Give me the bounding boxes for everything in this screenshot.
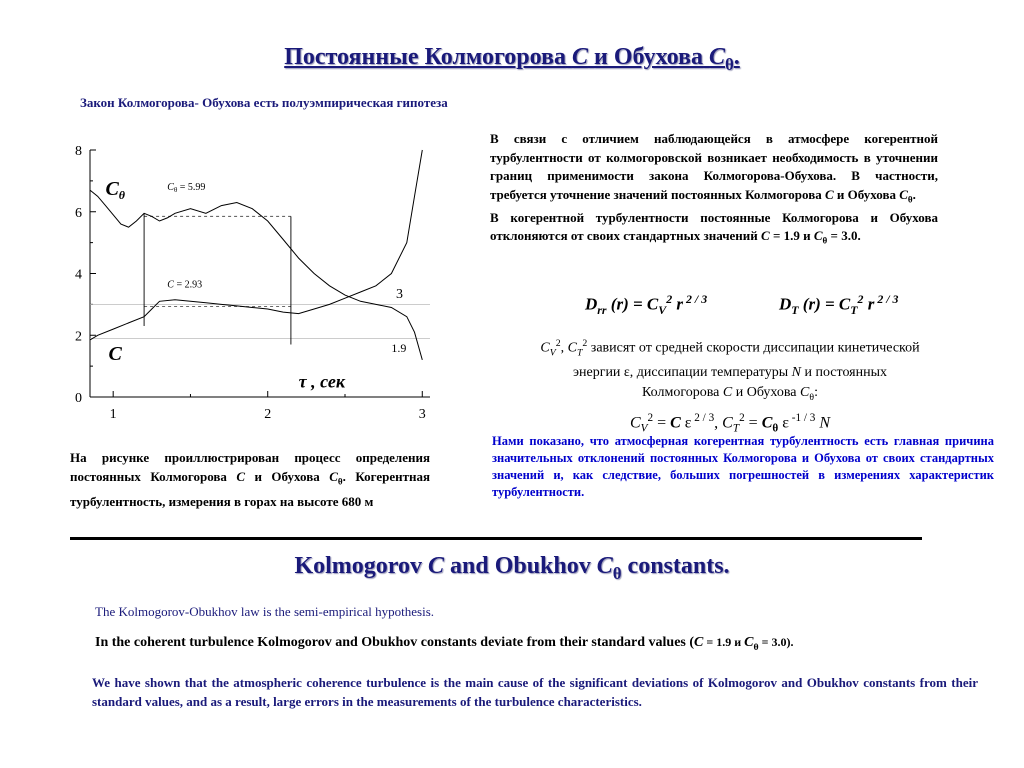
- section-divider: [70, 537, 922, 540]
- page-title-en: Kolmogorov C and Obukhov $C_\theta$ constants.: [294, 553, 730, 583]
- y-tick-label: 0: [75, 391, 82, 406]
- chart-axes: [75, 144, 430, 422]
- conclusion-ru: Нами показано, что атмосферная когерентная турбулентность есть главная причина значительных отклонений постоянных Колмогорова и Обухова от своих стандартных значений и, как следствие, больших погрешностей в измерениях характеристик турбулентности.: [492, 434, 994, 499]
- y-tick-label: 8: [75, 144, 82, 159]
- dependence-formula: $C_V^2 = C$ ε $^{2 / 3}$, $C_T^2 = C_\theta$ ε $^{-1 / 3}$ N: [629, 412, 831, 435]
- series-line-0: [90, 190, 422, 360]
- hypothesis-en: The Kolmogorov-Obukhov law is the semi-empirical hypothesis.: [95, 604, 435, 619]
- figure-caption: На рисунке проиллюстрирован процесс определения постоянных Колмогорова C и Обухова $C_\theta$. Когерентная турбулентность, измерения в горах на высоте 680 м: [70, 450, 431, 509]
- dependence-text: [480, 334, 980, 439]
- title-ru-and: и Обухова: [593, 44, 704, 70]
- dependence-line-1: $C_V^2$, $C_T^2$ зависят от средней скорости диссипации кинетической: [540, 338, 920, 359]
- series-label-ctheta: $C_\theta$: [105, 177, 126, 202]
- annotation-ctheta: $C_\theta = 5.99$: [167, 182, 206, 195]
- x-tick-label: 3: [418, 407, 426, 422]
- x-tick-label: 1: [109, 407, 117, 422]
- conclusion-en: We have shown that the atmospheric coherence turbulence is the main cause of the significant deviations of Kolmogorov and Obukhov constants from their standard values, and as a result, large errors in the measurements of the turbulence characteristics.: [92, 675, 978, 709]
- formula-dt: $D_T$ $(r) = C_T^2$ r $^{2 / 3}$: [779, 292, 899, 318]
- y-tick-label: 2: [75, 329, 82, 345]
- title-ru-main: Постоянные Колмогорова: [284, 44, 566, 70]
- x-tick-label: 2: [264, 407, 272, 422]
- page-title-ru: [0, 44, 1024, 75]
- x-axis-label: τ , сек: [298, 371, 345, 392]
- series-line-1: [90, 150, 422, 340]
- hypothesis-ru: Закон Колмогорова- Обухова есть полуэмпирическая гипотеза: [80, 95, 448, 110]
- chart-marks: [90, 150, 430, 360]
- title-ru-sub: θ: [725, 54, 734, 74]
- coherent-text-en: In the coherent turbulence Kolmogorov and Obukhov constants deviate from their standard values (C = 1.9 и $C_\theta = 3.0$).: [95, 635, 794, 653]
- title-ru-end: .: [733, 44, 740, 70]
- dependence-line-2: энергии ε, диссипации температуры N и постоянных: [572, 365, 888, 381]
- turbulence-chart: [60, 135, 440, 425]
- ref-label-3: 3: [396, 287, 403, 303]
- right-paragraph: [490, 130, 938, 250]
- title-ru-ctheta: C: [709, 44, 726, 70]
- right-paragraph-1: В связи с отличием наблюдающейся в атмосфере когерентной турбулентности от колмогоровской возникает необходимость в уточнении границ применимости закона Колмогорова-Обухова. В частности, требуется уточнение значений постоянных Колмогорова C и Обухова $C_\theta$.: [490, 131, 938, 205]
- annotation-c: C = 2.93: [167, 279, 203, 291]
- y-tick-label: 6: [75, 205, 82, 221]
- ref-label-1-9: 1.9: [391, 341, 407, 356]
- formula-drr: $D_{rr}$ $(r) = C_V^2$ r $^{2 / 3}$: [585, 292, 708, 318]
- title-ru-c: C: [571, 44, 588, 70]
- dependence-line-3: Колмогорова C и Обухова $C_\theta$:: [642, 385, 818, 404]
- series-label-c: C: [108, 342, 122, 365]
- y-tick-label: 4: [75, 267, 82, 283]
- right-paragraph-2: В когерентной турбулентности постоянные Колмогорова и Обухова отклоняются от своих стандартных значений C = 1.9 и $C_\theta = 3.0$.: [490, 209, 938, 246]
